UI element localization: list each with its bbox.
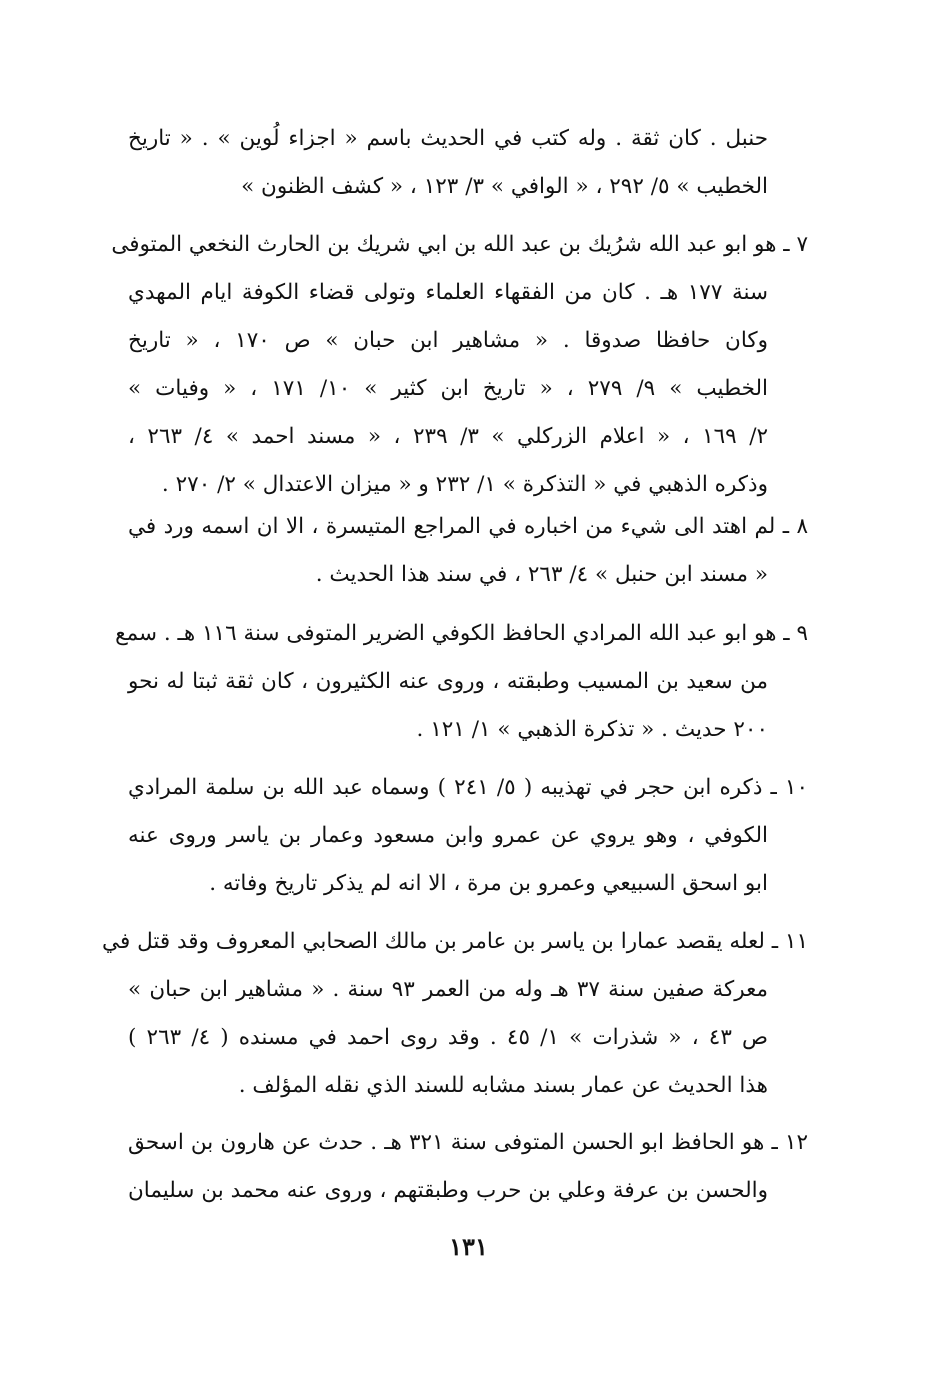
footnote-12: [128, 1119, 808, 1215]
footnote-11: [102, 918, 808, 1110]
footnote-line: « مسند ابن حنبل » ٤/ ٢٦٣ ، في سند هذا الحديث .: [315, 562, 768, 587]
footnote-line: الخطيب » ٥/ ٢٩٢ ، « الوافي » ٣/ ١٢٣ ، « كشف الظنون »: [241, 174, 768, 199]
footnote-line: هذا الحديث عن عمار بسند مشابه للسند الذي نقله المؤلف .: [238, 1073, 768, 1098]
footnote-10: [128, 764, 808, 908]
footnote-line: ٨ ـ لم اهتد الى شيء من اخباره في المراجع المتيسرة ، الا ان اسمه ورد في: [128, 514, 808, 539]
footnote-line: ٢/ ١٦٩ ، « اعلام الزركلي » ٣/ ٢٣٩ ، « مسند احمد » ٤/ ٢٦٣ ،: [128, 424, 769, 449]
footnote-continuation: [128, 115, 808, 211]
footnote-line: ٧ ـ هو ابو عبد الله شرُيك بن عبد الله بن ابي شريك بن الحارث النخعي المتوفى: [111, 232, 808, 257]
footnote-8: [128, 503, 808, 599]
footnote-line: ص ٤٣ ، « شذرات » ١/ ٤٥ . وقد روى احمد في مسنده ( ٤/ ٢٦٣ ): [128, 1025, 769, 1050]
footnote-line: ١٠ ـ ذكره ابن حجر في تهذيبه ( ٥/ ٢٤١ ) وسماه عبد الله بن سلمة المرادي: [128, 775, 809, 800]
footnote-line: الخطيب » ٩/ ٢٧٩ ، « تاريخ ابن كثير » ١٠/ ١٧١ ، « وفيات »: [128, 376, 769, 401]
footnote-line: معركة صفين سنة ٣٧ هـ وله من العمر ٩٣ سنة . « مشاهير ابن حبان »: [128, 977, 769, 1002]
footnote-line: ابو اسحق السبيعي وعمرو بن مرة ، الا انه لم يذكر تاريخ وفاته .: [209, 871, 768, 896]
footnote-7: [111, 221, 808, 509]
footnote-9: [115, 610, 808, 754]
footnote-line: سنة ١٧٧ هـ . كان من الفقهاء العلماء وتولى قضاء الكوفة ايام المهدي: [128, 280, 768, 305]
page-number: ١٣١: [449, 1232, 488, 1261]
footnote-line: حنبل . كان ثقة . وله كتب في الحديث باسم « اجزاء لُوين » . « تاريخ: [128, 126, 768, 151]
footnote-line: ١١ ـ لعله يقصد عمارا بن ياسر بن عامر بن مالك الصحابي المعروف وقد قتل في: [102, 929, 808, 954]
footnote-line: والحسن بن عرفة وعلي بن حرب وطبقتهم ، وروى عنه محمد بن سليمان: [128, 1178, 768, 1203]
footnote-line: ١٢ ـ هو الحافظ ابو الحسن المتوفى سنة ٣٢١ هـ . حدث عن هارون بن اسحق: [128, 1130, 808, 1155]
footnote-line: ٩ ـ هو ابو عبد الله المرادي الحافظ الكوفي الضرير المتوفى سنة ١١٦ هـ . سمع: [115, 621, 808, 646]
footnote-line: ٢٠٠ حديث . « تذكرة الذهبي » ١/ ١٢١ .: [416, 717, 768, 742]
footnote-line: وكان حافظا صدوقا . « مشاهير ابن حبان » ص ١٧٠ ، « تاريخ: [128, 328, 768, 353]
footnote-line: الكوفي ، وهو يروي عن عمرو وابن مسعود وعمار بن ياسر وروى عنه: [128, 823, 768, 848]
footnote-line: من سعيد بن المسيب وطبقته ، وروى عنه الكثيرون ، كان ثقة ثبتا له نحو: [128, 669, 768, 694]
footnote-line: وذكره الذهبي في « التذكرة » ١/ ٢٣٢ و « ميزان الاعتدال » ٢/ ٢٧٠ .: [161, 472, 768, 497]
